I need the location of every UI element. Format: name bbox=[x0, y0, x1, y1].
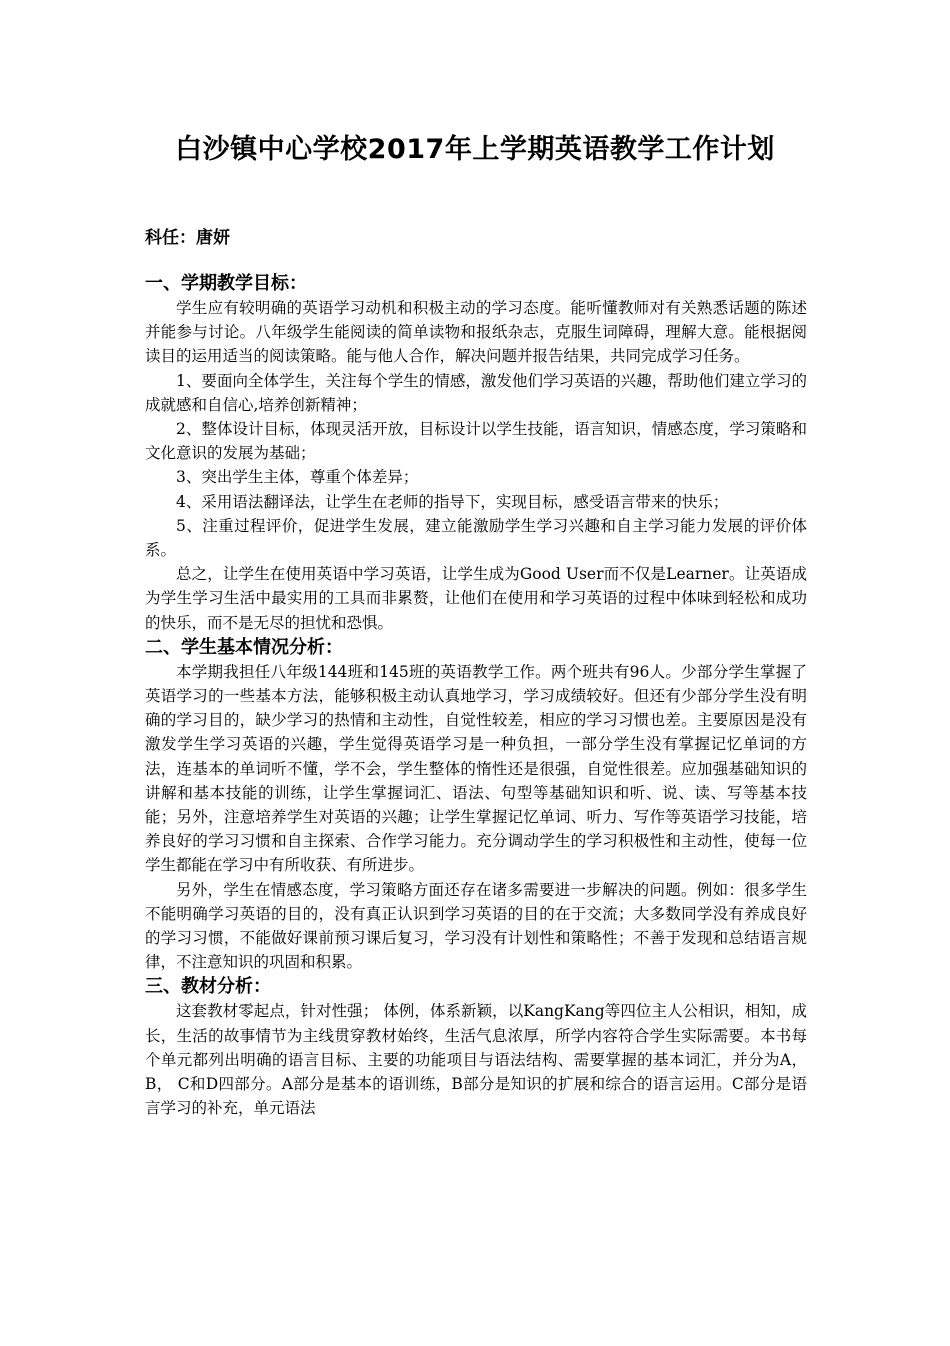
paragraph: 4、采用语法翻译法，让学生在老师的指导下，实现目标，感受语言带来的快乐； bbox=[176, 492, 729, 511]
section-textbook-analysis bbox=[145, 974, 807, 1120]
section-heading: 三、教材分析： bbox=[145, 976, 271, 998]
paragraph: 另外，学生在情感态度，学习策略方面还存在诸多需要进一步解决的问题。例如：很多学生不能明确学习英语的目的，没有真正认识到学习英语的目的在于交流；大多数同学没有养成良好的学习习惯，不能做好课前预习课后复习，学习没有计划性和策略性；不善于发现和总结语言规律，不注意知识的巩固和积累。 bbox=[145, 880, 807, 972]
section-teaching-goals bbox=[145, 271, 807, 635]
paragraph: 本学期我担任八年级144班和145班的英语教学工作。两个班共有96人。少部分学生掌握了英语学习的一些基本方法，能够积极主动认真地学习，学习成绩较好。但还有少部分学生没有明确的学习目的，缺少学习的热情和主动性，自觉性较差，相应的学习习惯也差。主要原因是没有激发学生学习英语的兴趣，学生觉得英语学习是一种负担，一部分学生没有掌握记忆单词的方法，连基本的单词听不懂，学不会，学生整体的惰性还是很强，自觉性很差。应加强基础知识的讲解和基本技能的训练，让学生掌握词汇、语法、句型等基础知识和听、说、读、写等基本技能；另外，注意培养学生对英语的兴趣；让学生掌握记忆单词、听力、写作等英语学习技能，培养良好的学习习惯和自主探索、合作学习能力。充分调动学生的学习积极性和主动性，使每一位学生都能在学习中有所收获、有所进步。 bbox=[145, 662, 807, 875]
paragraph: 学生应有较明确的英语学习动机和积极主动的学习态度。能听懂教师对有关熟悉话题的陈述并能参与讨论。八年级学生能阅读的简单读物和报纸杂志，克服生词障碍，理解大意。能根据阅读目的运用适当的阅读策略。能与他人合作，解决问题并报告结果，共同完成学习任务。 bbox=[145, 299, 807, 366]
paragraph: 这套教材零起点，针对性强； 体例，体系新颖，以KangKang等四位主人公相识，相知，成长，生活的故事情节为主线贯穿教材始终，生活气息浓厚，所学内容符合学生实际需要。本书每个单元都列出明确的语言目标、主要的功能项目与语法结构、需要掌握的基本词汇，并分为A，B， C和D四部分。A部分是基本的语训练，B部分是知识的扩展和综合的语言运用。C部分是语言学习的补充，单元语法 bbox=[145, 1002, 807, 1118]
section-heading: 二、学生基本情况分析： bbox=[145, 636, 343, 658]
document-body bbox=[145, 271, 807, 1121]
paragraph: 3、突出学生主体，尊重个体差异； bbox=[176, 468, 419, 487]
paragraph: 2、整体设计目标，体现灵活开放，目标设计以学生技能，语言知识，情感态度，学习策略和文化意识的发展为基础； bbox=[145, 420, 807, 463]
paragraph: 1、要面向全体学生，关注每个学生的情感，激发他们学习英语的兴趣，帮助他们建立学习的成就感和自信心,培养创新精神； bbox=[145, 371, 807, 414]
paragraph: 总之，让学生在使用英语中学习英语，让学生成为Good User而不仅是Learner。让英语成为学生学习生活中最实用的工具而非累赘，让他们在使用和学习英语的过程中体味到轻松和成功的快乐，而不是无尽的担忧和恐惧。 bbox=[145, 565, 807, 632]
document-title: 白沙镇中心学校2017年上学期英语教学工作计划 bbox=[175, 134, 775, 165]
paragraph: 5、注重过程评价，促进学生发展，建立能激励学生学习兴趣和自主学习能力发展的评价体系。 bbox=[145, 516, 807, 560]
section-heading: 一、学期教学目标： bbox=[145, 273, 307, 294]
subject-teacher: 科任：唐妍 bbox=[145, 228, 230, 248]
section-student-analysis bbox=[145, 635, 807, 975]
